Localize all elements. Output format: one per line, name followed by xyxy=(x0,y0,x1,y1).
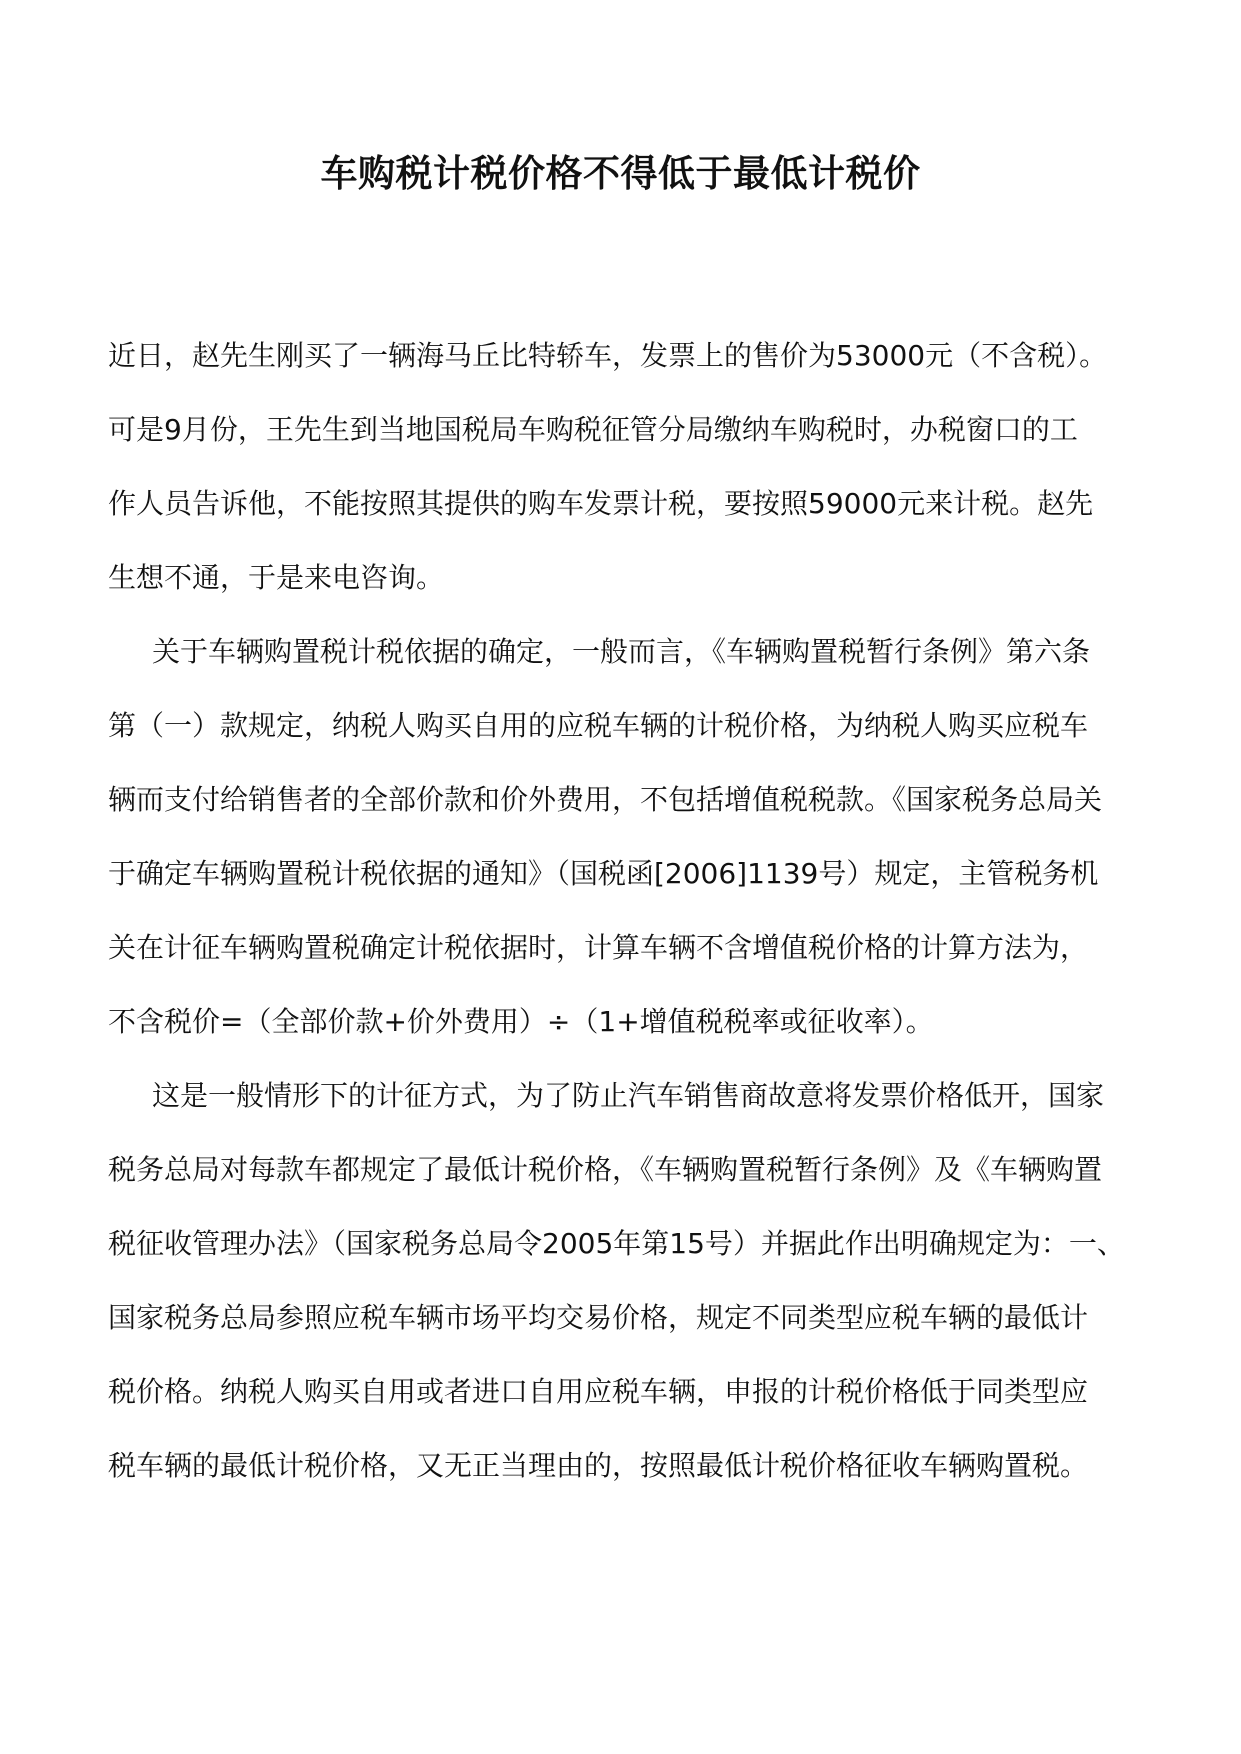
body-line: 税车辆的最低计税价格，又无正当理由的，按照最低计税价格征收车辆购置税。 xyxy=(108,1449,1089,1482)
body-line: 近日，赵先生刚买了一辆海马丘比特轿车，发票上的售价为53000元（不含税）。 xyxy=(108,339,1108,372)
body-line: 可是9月份，王先生到当地国税局车购税征管分局缴纳车购税时，办税窗口的工 xyxy=(108,413,1078,446)
body-line: 税征收管理办法》（国家税务总局令2005年第15号）并据此作出明确规定为：一、 xyxy=(108,1227,1125,1260)
body-line: 税价格。纳税人购买自用或者进口自用应税车辆，申报的计税价格低于同类型应 xyxy=(108,1375,1089,1408)
body-line: 关在计征车辆购置税确定计税依据时，计算车辆不含增值税价格的计算方法为， xyxy=(108,931,1089,964)
body-line: 作人员告诉他，不能按照其提供的购车发票计税，要按照59000元来计税。赵先 xyxy=(108,487,1094,520)
body-line: 辆而支付给销售者的全部价款和价外费用，不包括增值税税款。《国家税务总局关 xyxy=(108,783,1103,816)
body-line: 不含税价=（全部价款+价外费用）÷（1+增值税税率或征收率）。 xyxy=(108,1005,934,1038)
body-line: 关于车辆购置税计税依据的确定，一般而言，《车辆购置税暂行条例》第六条 xyxy=(152,635,1091,668)
body-line: 生想不通，于是来电咨询。 xyxy=(108,561,445,594)
body-line: 国家税务总局参照应税车辆市场平均交易价格，规定不同类型应税车辆的最低计 xyxy=(108,1301,1089,1334)
body-line: 这是一般情形下的计征方式，为了防止汽车销售商故意将发票价格低开，国家 xyxy=(152,1079,1105,1112)
body-line: 第（一）款规定，纳税人购买自用的应税车辆的计税价格，为纳税人购买应税车 xyxy=(108,709,1089,742)
body-line: 于确定车辆购置税计税依据的通知》（国税函[2006]1139号）规定，主管税务机 xyxy=(108,857,1099,890)
body-line: 税务总局对每款车都规定了最低计税价格，《车辆购置税暂行条例》及《车辆购置 xyxy=(108,1153,1103,1186)
document-title: 车购税计税价格不得低于最低计税价 xyxy=(320,152,921,195)
